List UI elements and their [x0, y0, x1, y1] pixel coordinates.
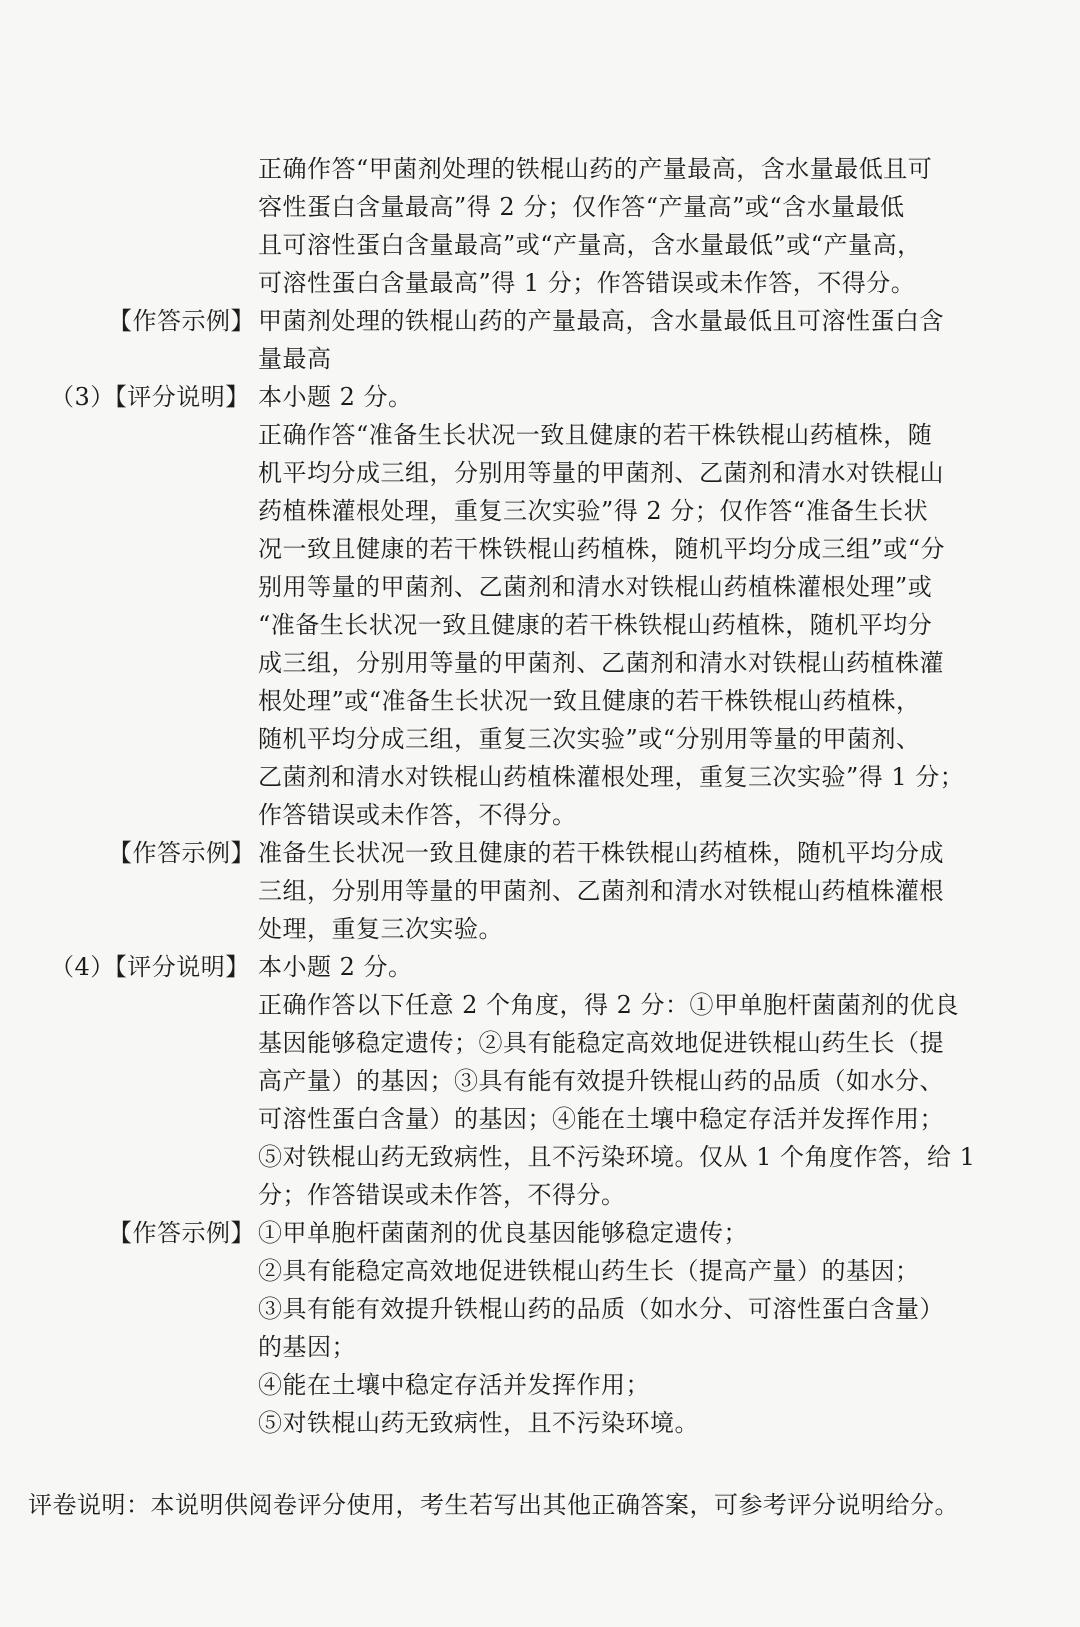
part4-criteria-line: 正确作答以下任意 2 个角度，得 2 分：①甲单胞杆菌菌剂的优良: [258, 991, 960, 1019]
part4-example-line: ③具有能有效提升铁棍山药的品质（如水分、可溶性蛋白含量）: [258, 1295, 944, 1323]
part4-criteria-line: 高产量）的基因；③具有能有效提升铁棍山药的品质（如水分、: [258, 1067, 944, 1095]
part4-criteria-line: 可溶性蛋白含量）的基因；④能在土壤中稳定存活并发挥作用；: [258, 1105, 944, 1133]
part2-criteria-line: 可溶性蛋白含量最高”得 1 分；作答错误或未作答，不得分。: [258, 269, 916, 297]
part2-example-label: 【作答示例】: [108, 307, 255, 335]
part3-score: 本小题 2 分。: [258, 383, 413, 411]
part3-criteria-line: 成三组，分别用等量的甲菌剂、乙菌剂和清水对铁棍山药植株灌: [258, 649, 944, 677]
part4-criteria-line: 分；作答错误或未作答，不得分。: [258, 1181, 626, 1209]
part4-example-label: 【作答示例】: [108, 1219, 255, 1247]
part3-example-line: 处理，重复三次实验。: [258, 915, 503, 943]
part3-criteria-line: 乙菌剂和清水对铁棍山药植株灌根处理，重复三次实验”得 1 分；: [258, 763, 965, 791]
part2-criteria-line: 容性蛋白含量最高”得 2 分；仅作答“产量高”或“含水量最低: [258, 193, 905, 221]
part4-label: （4）【评分说明】: [50, 953, 250, 981]
part3-criteria-line: 别用等量的甲菌剂、乙菌剂和清水对铁棍山药植株灌根处理”或: [258, 573, 933, 601]
part3-criteria-line: “准备生长状况一致且健康的若干株铁棍山药植株，随机平均分: [258, 611, 933, 639]
part3-example-line: 准备生长状况一致且健康的若干株铁棍山药植株，随机平均分成: [258, 839, 944, 867]
part3-criteria-line: 作答错误或未作答，不得分。: [258, 801, 577, 829]
part4-example-line: ④能在土壤中稳定存活并发挥作用；: [258, 1371, 650, 1399]
part2-criteria-line: 且可溶性蛋白含量最高”或“产量高，含水量最低”或“产量高，: [258, 231, 922, 259]
part3-criteria-line: 况一致且健康的若干株铁棍山药植株，随机平均分成三组”或“分: [258, 535, 946, 563]
part4-criteria-line: ⑤对铁棍山药无致病性，且不污染环境。仅从 1 个角度作答，给 1: [258, 1143, 976, 1171]
part3-example-label: 【作答示例】: [108, 839, 255, 867]
part4-score: 本小题 2 分。: [258, 953, 413, 981]
part4-example-line: 的基因；: [258, 1333, 356, 1361]
part3-criteria-line: 随机平均分成三组，重复三次实验”或“分别用等量的甲菌剂、: [258, 725, 921, 753]
part3-example-line: 三组，分别用等量的甲菌剂、乙菌剂和清水对铁棍山药植株灌根: [258, 877, 944, 905]
part3-criteria-line: 正确作答“准备生长状况一致且健康的若干株铁棍山药植株，随: [258, 421, 933, 449]
part4-criteria-line: 基因能够稳定遗传；②具有能稳定高效地促进铁棍山药生长（提: [258, 1029, 944, 1057]
part2-example-line: 甲菌剂处理的铁棍山药的产量最高，含水量最低且可溶性蛋白含: [258, 307, 944, 335]
part2-criteria-line: 正确作答“甲菌剂处理的铁棍山药的产量最高，含水量最低且可: [258, 155, 933, 183]
part3-criteria-line: 根处理”或“准备生长状况一致且健康的若干株铁棍山药植株，: [258, 687, 921, 715]
part3-criteria-line: 药植株灌根处理，重复三次实验”得 2 分；仅作答“准备生长状: [258, 497, 929, 525]
grading-note: 评卷说明：本说明供阅卷评分使用，考生若写出其他正确答案，可参考评分说明给分。: [28, 1491, 959, 1519]
part4-example-line: ⑤对铁棍山药无致病性，且不污染环境。: [258, 1409, 699, 1437]
part4-example-line: ②具有能稳定高效地促进铁棍山药生长（提高产量）的基因；: [258, 1257, 920, 1285]
part4-example-line: ①甲单胞杆菌菌剂的优良基因能够稳定遗传；: [258, 1219, 748, 1247]
part3-criteria-line: 机平均分成三组，分别用等量的甲菌剂、乙菌剂和清水对铁棍山: [258, 459, 944, 487]
part3-label: （3）【评分说明】: [50, 383, 250, 411]
part2-example-line: 量最高: [258, 345, 332, 373]
